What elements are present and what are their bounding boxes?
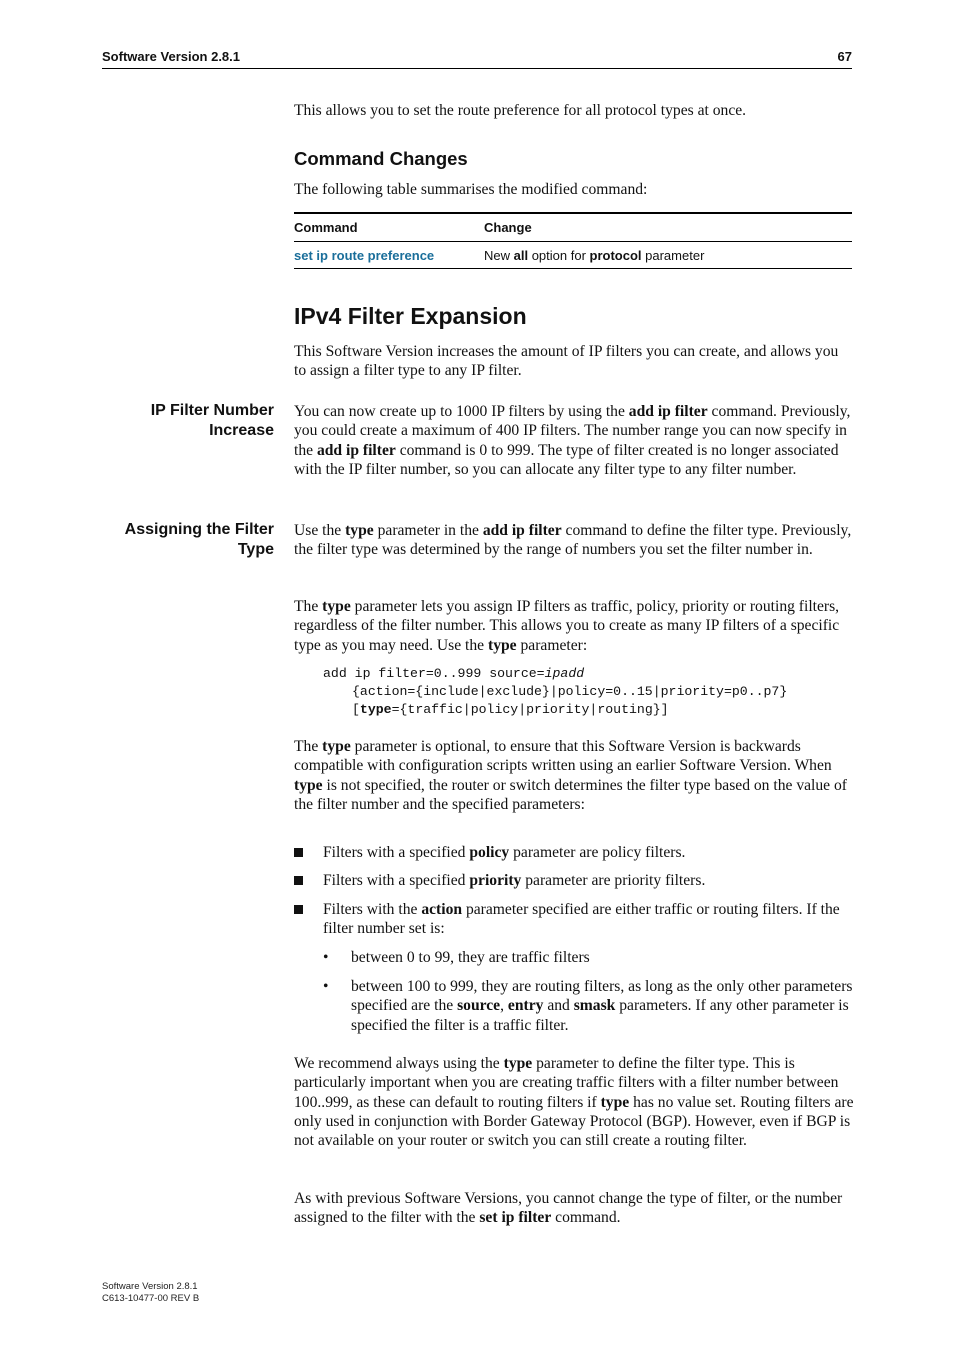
change-bold: all bbox=[513, 247, 529, 263]
assigning-paragraph-5: As with previous Software Versions, you cannot change the type of filter, or the number assigned to the filter with the set ip filter command. bbox=[294, 1190, 843, 1227]
command-syntax-line: {action={include|exclude}|policy=0..15|priority=p0..p7} bbox=[352, 684, 788, 699]
section-intro: This Software Version increases the amount of IP filters you can create, and allows you to assign a filter type to any IP filter. bbox=[294, 343, 839, 380]
change-text: option for bbox=[528, 247, 590, 263]
dot-bullet-icon: • bbox=[323, 978, 329, 995]
command-link[interactable]: set ip route preference bbox=[294, 247, 435, 263]
side-heading-line: Type bbox=[237, 541, 274, 558]
square-bullet-icon bbox=[294, 876, 303, 885]
command-changes-intro: The following table summarises the modified command: bbox=[294, 181, 648, 198]
assigning-paragraph-1: Use the type parameter in the add ip filter command to define the filter type. Previously, the filter type was determined by the range of numbers you set the filter number in. bbox=[294, 522, 852, 559]
command-syntax-line: add ip filter=0..999 source=ipadd bbox=[323, 666, 585, 681]
table-row bbox=[294, 242, 852, 269]
command-syntax-line: [type={traffic|policy|priority|routing}] bbox=[352, 702, 669, 717]
change-bold: protocol bbox=[589, 247, 642, 263]
side-heading-line: IP Filter Number bbox=[150, 402, 274, 419]
page-footer bbox=[102, 1281, 199, 1304]
footer-doc-number: C613-10477-00 REV B bbox=[102, 1292, 200, 1304]
footer-version: Software Version 2.8.1 bbox=[102, 1281, 198, 1292]
table-header-command: Command bbox=[294, 213, 484, 242]
square-bullet-icon bbox=[294, 848, 303, 857]
table-cell-change bbox=[484, 242, 852, 269]
side-heading-assigning bbox=[96, 520, 274, 560]
change-text: parameter bbox=[641, 247, 705, 263]
command-changes-table bbox=[294, 212, 852, 269]
table-header-change: Change bbox=[484, 213, 852, 242]
section-heading: IPv4 Filter Expansion bbox=[294, 303, 527, 329]
table-header-row bbox=[294, 213, 852, 242]
assigning-paragraph-2: The type parameter lets you assign IP filters as traffic, policy, priority or routing filters, regardless of the filter number. This allows you to create as many IP filters of a specific type as you may need. Use the type parameter: bbox=[294, 598, 840, 654]
side-heading-line: Assigning the Filter bbox=[124, 521, 274, 538]
header-title: Software Version 2.8.1 bbox=[102, 49, 241, 64]
side-heading-line: Increase bbox=[209, 422, 274, 439]
ip-filter-number-paragraph: You can now create up to 1000 IP filters by using the add ip filter command. Previously, you could create a maximum of 400 IP filters. The number range you can now specify in the add ip filter command is 0 to 999. The type of filter created is no longer associated with the IP filter number, so you can allocate any filter type to any filter number. bbox=[294, 403, 851, 478]
dot-bullet-icon: • bbox=[323, 949, 329, 966]
assigning-paragraph-4: We recommend always using the type parameter to define the filter type. This is particularly important when you are creating traffic filters with a filter number between 100..999, as these can default to routing filters if type has no value set. Routing filters are only used in conjunction with Border Gateway Protocol (BGP). However, even if BGP is not available on your router or switch you can still create a routing filter. bbox=[294, 1055, 854, 1150]
square-bullet-icon bbox=[294, 905, 303, 914]
side-heading-ip-filter-number bbox=[96, 401, 274, 441]
page-number: 67 bbox=[837, 49, 852, 64]
change-text: New bbox=[484, 247, 514, 263]
page-header bbox=[102, 49, 852, 69]
assigning-paragraph-3: The type parameter is optional, to ensure that this Software Version is backwards compatible with configuration scripts written using an earlier Software Version. When type is not specified, the router or switch determines the filter type based on the value of the filter number and the specified parameters: bbox=[294, 738, 847, 813]
command-changes-heading: Command Changes bbox=[294, 148, 468, 169]
intro-paragraph: This allows you to set the route preference for all protocol types at once. bbox=[294, 102, 747, 119]
